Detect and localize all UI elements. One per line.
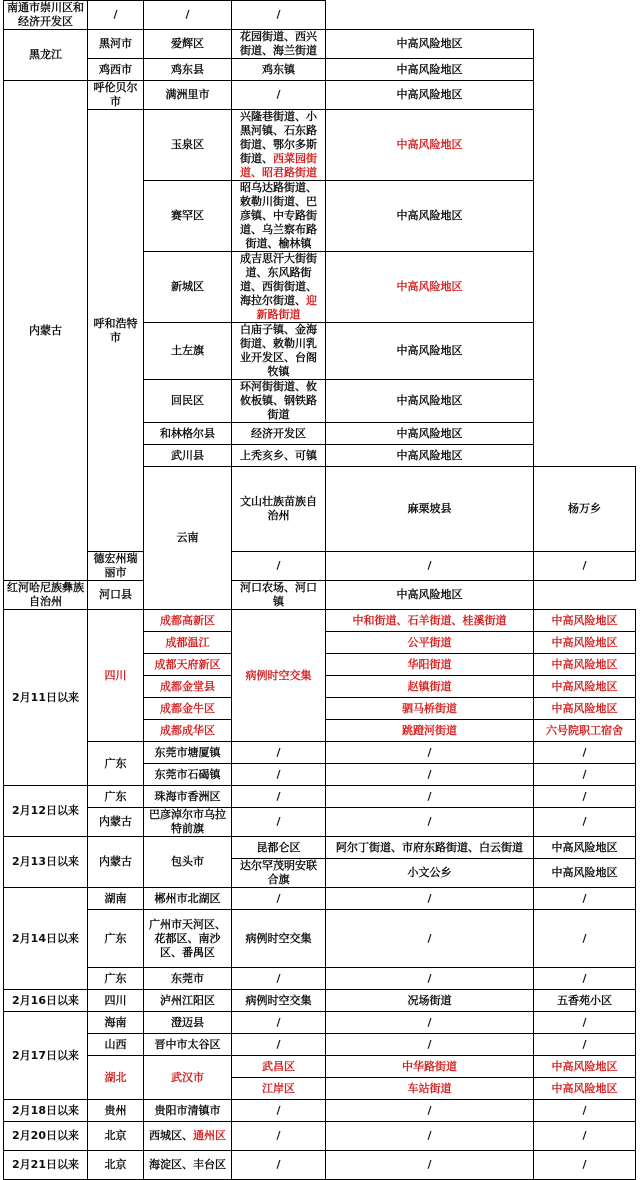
street-cell: / bbox=[326, 1034, 534, 1056]
street-cell: 跳蹬河街道 bbox=[326, 720, 534, 742]
risk-cell: 中高风险地区 bbox=[534, 1078, 636, 1100]
city-cell: 包头市 bbox=[144, 837, 232, 888]
street-cell: 环河街街道、攸攸板镇、钢铁路街道 bbox=[232, 380, 326, 423]
date-cell: 2月13日以来 bbox=[4, 837, 88, 888]
risk-cell: / bbox=[534, 888, 636, 910]
province-cell: 北京 bbox=[88, 1122, 144, 1151]
city-cell: 呼和浩特市 bbox=[88, 110, 144, 552]
risk-cell: / bbox=[232, 1, 326, 30]
city-cell: 东莞市 bbox=[144, 968, 232, 990]
cell-text: 兴隆巷街道、小黑河镇、石东路街道、鄂尔多斯街道、 bbox=[240, 110, 317, 165]
district-cell: 达尔罕茂明安联合旗 bbox=[232, 859, 326, 888]
street-cell bbox=[232, 252, 326, 323]
risk-cell: 中高风险地区 bbox=[534, 1056, 636, 1078]
city-cell: 南通市崇川区和经济开发区 bbox=[4, 1, 88, 30]
district-cell: 河口县 bbox=[88, 581, 144, 610]
table-row bbox=[4, 1122, 636, 1151]
table-row bbox=[4, 1056, 636, 1078]
risk-cell: 中高风险地区 bbox=[534, 859, 636, 888]
table-row bbox=[4, 30, 636, 59]
street-cell: 鸡东镇 bbox=[232, 59, 326, 81]
district-cell: 玉泉区 bbox=[144, 110, 232, 181]
city-cell: 泸州江阳区 bbox=[144, 990, 232, 1012]
risk-cell: 六号院职工宿舍 bbox=[534, 720, 636, 742]
district-cell: / bbox=[88, 1, 144, 30]
street-cell: 经济开发区 bbox=[232, 423, 326, 445]
risk-cell: 五香苑小区 bbox=[534, 990, 636, 1012]
province-cell: 云南 bbox=[144, 467, 232, 610]
street-cell: 上秃亥乡、可镇 bbox=[232, 445, 326, 467]
street-cell: 河口农场、河口镇 bbox=[232, 581, 326, 610]
street-cell: / bbox=[326, 888, 534, 910]
risk-cell: 中高风险地区 bbox=[534, 698, 636, 720]
city-cell bbox=[144, 1122, 232, 1151]
street-cell: / bbox=[232, 81, 326, 110]
risk-cell: 中高风险地区 bbox=[534, 610, 636, 632]
street-cell bbox=[232, 110, 326, 181]
table-row bbox=[4, 910, 636, 968]
table-row bbox=[4, 808, 636, 837]
table-row bbox=[4, 837, 636, 859]
table-row bbox=[4, 742, 636, 764]
district-cell: 江岸区 bbox=[232, 1078, 326, 1100]
province-cell: 四川 bbox=[88, 990, 144, 1012]
risk-cell: 中高风险地区 bbox=[534, 676, 636, 698]
date-cell: 2月11日以来 bbox=[4, 610, 88, 786]
street-cell: 况场街道 bbox=[326, 990, 534, 1012]
province-cell: 广东 bbox=[88, 910, 144, 968]
city-cell: 文山壮族苗族自治州 bbox=[232, 467, 326, 552]
risk-cell: / bbox=[534, 808, 636, 837]
street-cell: 昭乌达路街道、敕勒川街道、巴彦镇、中专路街道、乌兰察布路街道、榆林镇 bbox=[232, 181, 326, 252]
street-cell: / bbox=[326, 742, 534, 764]
district-cell: 昆都仑区 bbox=[232, 837, 326, 859]
city-cell: 鸡西市 bbox=[88, 59, 144, 81]
table-row bbox=[4, 1012, 636, 1034]
district-cell: 满洲里市 bbox=[144, 81, 232, 110]
city-cell: 成都金牛区 bbox=[144, 698, 232, 720]
street-cell: 车站街道 bbox=[326, 1078, 534, 1100]
city-cell: 成都成华区 bbox=[144, 720, 232, 742]
date-cell: 2月14日以来 bbox=[4, 888, 88, 990]
table-row bbox=[4, 968, 636, 990]
street-cell: 白庙子镇、金海街道、敕勒川乳业开发区、台阁牧镇 bbox=[232, 323, 326, 380]
district-cell: / bbox=[232, 888, 326, 910]
district-cell: 病例时空交集 bbox=[232, 910, 326, 968]
district-cell: 病例时空交集 bbox=[232, 990, 326, 1012]
province-cell: 北京 bbox=[88, 1151, 144, 1180]
province-cell: 内蒙古 bbox=[88, 837, 144, 888]
province-cell: 湖北 bbox=[88, 1056, 144, 1100]
risk-cell: 中高风险地区 bbox=[326, 181, 534, 252]
table-row bbox=[4, 1151, 636, 1180]
street-cell: 赵镇街道 bbox=[326, 676, 534, 698]
province-cell: 黑龙江 bbox=[4, 30, 88, 81]
province-cell: 贵州 bbox=[88, 1100, 144, 1122]
district-cell: 病例时空交集 bbox=[232, 610, 326, 742]
table-row bbox=[4, 581, 636, 610]
street-cell: 驷马桥街道 bbox=[326, 698, 534, 720]
street-cell: / bbox=[326, 1151, 534, 1180]
street-cell: 阿尔丁街道、市府东路街道、白云街道 bbox=[326, 837, 534, 859]
district-cell: / bbox=[232, 552, 326, 581]
district-cell: / bbox=[232, 1100, 326, 1122]
risk-cell: 中高风险地区 bbox=[326, 380, 534, 423]
cell-text: 成吉思汗大街街道、东风路街道、西街街道、海拉尔街道、 bbox=[240, 252, 317, 307]
table-row bbox=[4, 552, 636, 581]
risk-area-table bbox=[3, 0, 636, 1180]
district-cell: / bbox=[232, 1122, 326, 1151]
risk-cell: 中高风险地区 bbox=[534, 632, 636, 654]
district-cell: 土左旗 bbox=[144, 323, 232, 380]
date-cell: 2月20日以来 bbox=[4, 1122, 88, 1151]
city-cell: 海淀区、丰台区 bbox=[144, 1151, 232, 1180]
district-cell: 鸡东县 bbox=[144, 59, 232, 81]
risk-cell: / bbox=[534, 1100, 636, 1122]
city-cell: 成都高新区 bbox=[144, 610, 232, 632]
cell-text: 西城区、 bbox=[149, 1129, 193, 1142]
district-cell: 新城区 bbox=[144, 252, 232, 323]
table-row bbox=[4, 1, 636, 30]
risk-cell: / bbox=[534, 1122, 636, 1151]
city-cell: 武汉市 bbox=[144, 1056, 232, 1100]
street-cell: / bbox=[326, 910, 534, 968]
street-cell: 小文公乡 bbox=[326, 859, 534, 888]
district-cell: / bbox=[232, 1012, 326, 1034]
district-cell: / bbox=[232, 1151, 326, 1180]
district-cell: / bbox=[232, 808, 326, 837]
highlighted-text: 西菜园街道、昭君路街道 bbox=[240, 152, 317, 179]
district-cell: / bbox=[232, 764, 326, 786]
street-cell: / bbox=[326, 1122, 534, 1151]
date-cell: 2月16日以来 bbox=[4, 990, 88, 1012]
date-cell: 2月17日以来 bbox=[4, 1012, 88, 1100]
city-cell: 澄迈县 bbox=[144, 1012, 232, 1034]
province-cell: 广东 bbox=[88, 968, 144, 990]
date-cell: 2月12日以来 bbox=[4, 786, 88, 837]
province-cell: 湖南 bbox=[88, 888, 144, 910]
risk-cell: 中高风险地区 bbox=[326, 581, 534, 610]
table-row bbox=[4, 610, 636, 632]
district-cell: 麻栗坡县 bbox=[326, 467, 534, 552]
risk-cell: 中高风险地区 bbox=[326, 81, 534, 110]
city-cell: 黑河市 bbox=[88, 30, 144, 59]
district-cell: 赛罕区 bbox=[144, 181, 232, 252]
district-cell: 武川县 bbox=[144, 445, 232, 467]
city-cell: 呼伦贝尔市 bbox=[88, 81, 144, 110]
city-cell: 巴彦淖尔市乌拉特前旗 bbox=[144, 808, 232, 837]
street-cell: / bbox=[326, 552, 534, 581]
risk-cell: / bbox=[534, 1012, 636, 1034]
risk-cell: / bbox=[534, 910, 636, 968]
street-cell: / bbox=[326, 808, 534, 837]
street-cell: / bbox=[326, 968, 534, 990]
district-cell: / bbox=[232, 968, 326, 990]
table-row bbox=[4, 110, 636, 181]
province-cell: 内蒙古 bbox=[4, 81, 88, 581]
province-cell: 四川 bbox=[88, 610, 144, 742]
district-cell: / bbox=[232, 786, 326, 808]
risk-cell: / bbox=[534, 552, 636, 581]
risk-cell: 中高风险地区 bbox=[326, 323, 534, 380]
street-cell: / bbox=[326, 1100, 534, 1122]
province-cell: 内蒙古 bbox=[88, 808, 144, 837]
risk-cell: 中高风险地区 bbox=[326, 30, 534, 59]
risk-cell: 中高风险地区 bbox=[326, 252, 534, 323]
risk-cell: / bbox=[534, 742, 636, 764]
city-cell: 红河哈尼族彝族自治州 bbox=[4, 581, 88, 610]
district-cell: / bbox=[232, 1034, 326, 1056]
date-cell: 2月18日以来 bbox=[4, 1100, 88, 1122]
city-cell: 成都金堂县 bbox=[144, 676, 232, 698]
street-cell: 杨万乡 bbox=[534, 467, 636, 552]
table-row bbox=[4, 1034, 636, 1056]
risk-cell: / bbox=[534, 764, 636, 786]
table-row bbox=[4, 786, 636, 808]
district-cell: / bbox=[232, 742, 326, 764]
city-cell: 贵阳市清镇市 bbox=[144, 1100, 232, 1122]
risk-cell: 中高风险地区 bbox=[326, 59, 534, 81]
city-cell: 广州市天河区、花都区、南沙区、番禺区 bbox=[144, 910, 232, 968]
city-cell: 成都温江 bbox=[144, 632, 232, 654]
risk-cell: / bbox=[534, 786, 636, 808]
risk-cell: 中高风险地区 bbox=[326, 423, 534, 445]
street-cell: 公平街道 bbox=[326, 632, 534, 654]
street-cell: 中和街道、石羊街道、桂溪街道 bbox=[326, 610, 534, 632]
district-cell: 爱辉区 bbox=[144, 30, 232, 59]
risk-cell: / bbox=[534, 1151, 636, 1180]
street-cell: / bbox=[326, 764, 534, 786]
highlighted-text: 通州区 bbox=[193, 1129, 226, 1142]
district-cell: 回民区 bbox=[144, 380, 232, 423]
table-row bbox=[4, 888, 636, 910]
street-cell: 花园街道、西兴街道、海兰街道 bbox=[232, 30, 326, 59]
street-cell: / bbox=[144, 1, 232, 30]
risk-cell: 中高风险地区 bbox=[534, 654, 636, 676]
city-cell: 珠海市香洲区 bbox=[144, 786, 232, 808]
province-cell: 广东 bbox=[88, 786, 144, 808]
table-row bbox=[4, 59, 636, 81]
table-body bbox=[4, 1, 636, 1180]
table-row bbox=[4, 81, 636, 110]
street-cell: 华阳街道 bbox=[326, 654, 534, 676]
city-cell: 德宏州瑞丽市 bbox=[88, 552, 144, 581]
district-cell: 和林格尔县 bbox=[144, 423, 232, 445]
city-cell: 晋中市太谷区 bbox=[144, 1034, 232, 1056]
date-cell: 2月21日以来 bbox=[4, 1151, 88, 1180]
city-cell: 东莞市塘厦镇 bbox=[144, 742, 232, 764]
street-cell: / bbox=[326, 1012, 534, 1034]
city-cell: 郴州市北湖区 bbox=[144, 888, 232, 910]
province-cell: 山西 bbox=[88, 1034, 144, 1056]
district-cell: 武昌区 bbox=[232, 1056, 326, 1078]
risk-cell: / bbox=[534, 1034, 636, 1056]
city-cell: 成都天府新区 bbox=[144, 654, 232, 676]
risk-cell: 中高风险地区 bbox=[534, 837, 636, 859]
risk-cell: / bbox=[534, 968, 636, 990]
table-row bbox=[4, 990, 636, 1012]
risk-cell: 中高风险地区 bbox=[326, 445, 534, 467]
risk-cell: 中高风险地区 bbox=[326, 110, 534, 181]
province-cell: 海南 bbox=[88, 1012, 144, 1034]
province-cell: 广东 bbox=[88, 742, 144, 786]
city-cell: 东莞市石碣镇 bbox=[144, 764, 232, 786]
table-row bbox=[4, 1100, 636, 1122]
street-cell: / bbox=[326, 786, 534, 808]
highlighted-text: 迎新路街道 bbox=[256, 294, 317, 321]
street-cell: 中华路街道 bbox=[326, 1056, 534, 1078]
